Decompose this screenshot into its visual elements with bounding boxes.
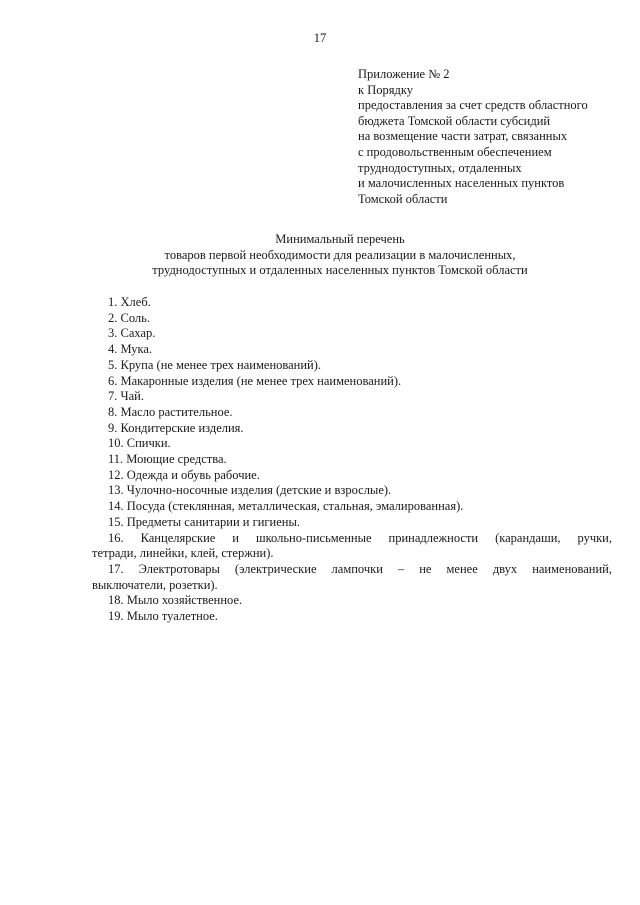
appendix-line: Томской области: [358, 191, 448, 206]
title-line: труднодоступных и отдаленных населенных пунктов Томской области: [152, 263, 528, 278]
list-item: 14. Посуда (стеклянная, металлическая, стальная, эмалированная).: [108, 499, 464, 514]
title-line: Минимальный перечень: [275, 232, 405, 246]
list-item: 10. Спички.: [108, 436, 171, 451]
list-item: [92, 562, 612, 593]
document-title: [60, 232, 620, 279]
goods-list: [92, 295, 612, 625]
page-number: 17: [313, 31, 327, 45]
appendix-line: труднодоступных, отдаленных: [358, 160, 522, 175]
list-item: 5. Крупа (не менее трех наименований).: [108, 357, 322, 372]
appendix-line: с продовольственным обеспечением: [358, 144, 552, 159]
list-item: 4. Мука.: [108, 342, 153, 357]
list-item: 12. Одежда и обувь рабочие.: [108, 467, 260, 482]
list-item: 9. Кондитерские изделия.: [108, 420, 244, 435]
list-item: 1. Хлеб.: [108, 295, 151, 309]
appendix-line: предоставления за счет средств областного: [358, 98, 588, 113]
list-item: 6. Макаронные изделия (не менее трех наименований).: [108, 373, 402, 388]
list-item: 3. Сахар.: [108, 326, 156, 341]
appendix-line: к Порядку: [358, 82, 413, 97]
list-item-continuation: выключатели, розетки).: [92, 577, 218, 592]
list-item-first-line: 16. Канцелярские и школьно-письменные принадлежности (карандаши, ручки,: [108, 530, 612, 545]
list-item: 7. Чай.: [108, 389, 144, 404]
list-item: [92, 531, 612, 562]
list-item-first-line: 17. Электротовары (электрические лампочки – не менее двух наименований,: [108, 561, 612, 576]
appendix-line: бюджета Томской области субсидий: [358, 113, 551, 128]
appendix-header: [358, 67, 628, 207]
appendix-line: Приложение № 2: [358, 67, 450, 81]
list-item: 15. Предметы санитарии и гигиены.: [108, 514, 300, 529]
list-item: 8. Масло растительное.: [108, 404, 233, 419]
title-line: товаров первой необходимости для реализации в малочисленных,: [164, 247, 516, 262]
appendix-line: на возмещение части затрат, связанных: [358, 129, 568, 144]
list-item-continuation: тетради, линейки, клей, стержни).: [92, 546, 274, 561]
list-item: 18. Мыло хозяйственное.: [108, 593, 243, 608]
list-item: 11. Моющие средства.: [108, 452, 227, 467]
list-item: 13. Чулочно-носочные изделия (детские и взрослые).: [108, 483, 392, 498]
appendix-line: и малочисленных населенных пунктов: [358, 176, 565, 191]
list-item: 2. Соль.: [108, 310, 150, 325]
list-item: 19. Мыло туалетное.: [108, 609, 218, 624]
